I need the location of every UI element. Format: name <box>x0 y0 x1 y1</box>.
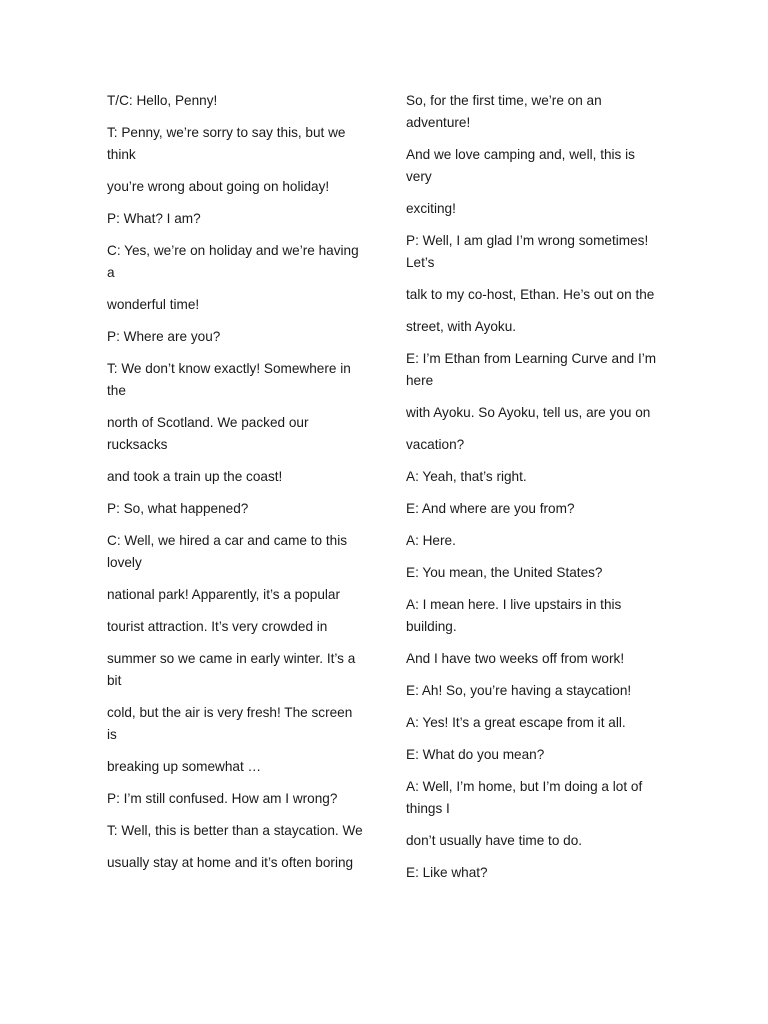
transcript-line: E: Ah! So, you’re having a staycation! <box>406 683 632 698</box>
transcript-line: A: I mean here. I live upstairs in this building. <box>406 597 622 634</box>
transcript-line: north of Scotland. We packed our rucksacks <box>107 415 309 452</box>
transcript-line: street, with Ayoku. <box>406 319 517 334</box>
transcript-line: T: Well, this is better than a staycation. We <box>107 823 363 838</box>
transcript-line: C: Yes, we’re on holiday and we’re having a <box>107 243 359 280</box>
transcript-line: national park! Apparently, it’s a popular <box>107 587 341 602</box>
transcript-line: T/C: Hello, Penny! <box>107 93 218 108</box>
transcript-line: A: Yes! It’s a great escape from it all. <box>406 715 626 730</box>
transcript-line: T: We don’t know exactly! Somewhere in the <box>107 361 351 398</box>
transcript-line: talk to my co-host, Ethan. He’s out on the <box>406 287 655 302</box>
transcript-line: C: Well, we hired a car and came to this lovely <box>107 533 348 570</box>
transcript-line: E: Like what? <box>406 865 488 880</box>
transcript-line: So, for the first time, we’re on an adventure! <box>406 93 602 130</box>
transcript-line: tourist attraction. It’s very crowded in <box>107 619 328 634</box>
transcript-line: wonderful time! <box>107 297 200 312</box>
transcript-line: exciting! <box>406 201 456 216</box>
transcript-line: and took a train up the coast! <box>107 469 283 484</box>
transcript-line: E: I’m Ethan from Learning Curve and I’m here <box>406 351 657 388</box>
transcript-line: E: What do you mean? <box>406 747 545 762</box>
transcript-line: with Ayoku. So Ayoku, tell us, are you on <box>406 405 651 420</box>
transcript-line: P: What? I am? <box>107 211 201 226</box>
transcript-line: P: Where are you? <box>107 329 221 344</box>
transcript-line: vacation? <box>406 437 465 452</box>
transcript-line: T: Penny, we’re sorry to say this, but we think <box>107 125 346 162</box>
transcript-line: E: You mean, the United States? <box>406 565 603 580</box>
transcript-line: A: Here. <box>406 533 456 548</box>
transcript-line: you’re wrong about going on holiday! <box>107 179 330 194</box>
transcript-line: breaking up somewhat … <box>107 759 262 774</box>
transcript-line: summer so we came in early winter. It’s a bit <box>107 651 356 688</box>
transcript-line: And I have two weeks off from work! <box>406 651 625 666</box>
transcript-line: don’t usually have time to do. <box>406 833 583 848</box>
transcript-line: E: And where are you from? <box>406 501 575 516</box>
transcript-line: cold, but the air is very fresh! The screen is <box>107 705 353 742</box>
transcript-line: P: I’m still confused. How am I wrong? <box>107 791 338 806</box>
left-column <box>107 90 365 884</box>
transcript-line: usually stay at home and it’s often boring <box>107 855 354 870</box>
transcript-line: P: So, what happened? <box>107 501 249 516</box>
transcript-line: A: Yeah, that’s right. <box>406 469 527 484</box>
transcript-line: P: Well, I am glad I’m wrong sometimes! Let’s <box>406 233 649 270</box>
right-column <box>406 90 664 894</box>
transcript-line: A: Well, I’m home, but I’m doing a lot of things I <box>406 779 643 816</box>
transcript-line: And we love camping and, well, this is very <box>406 147 635 184</box>
